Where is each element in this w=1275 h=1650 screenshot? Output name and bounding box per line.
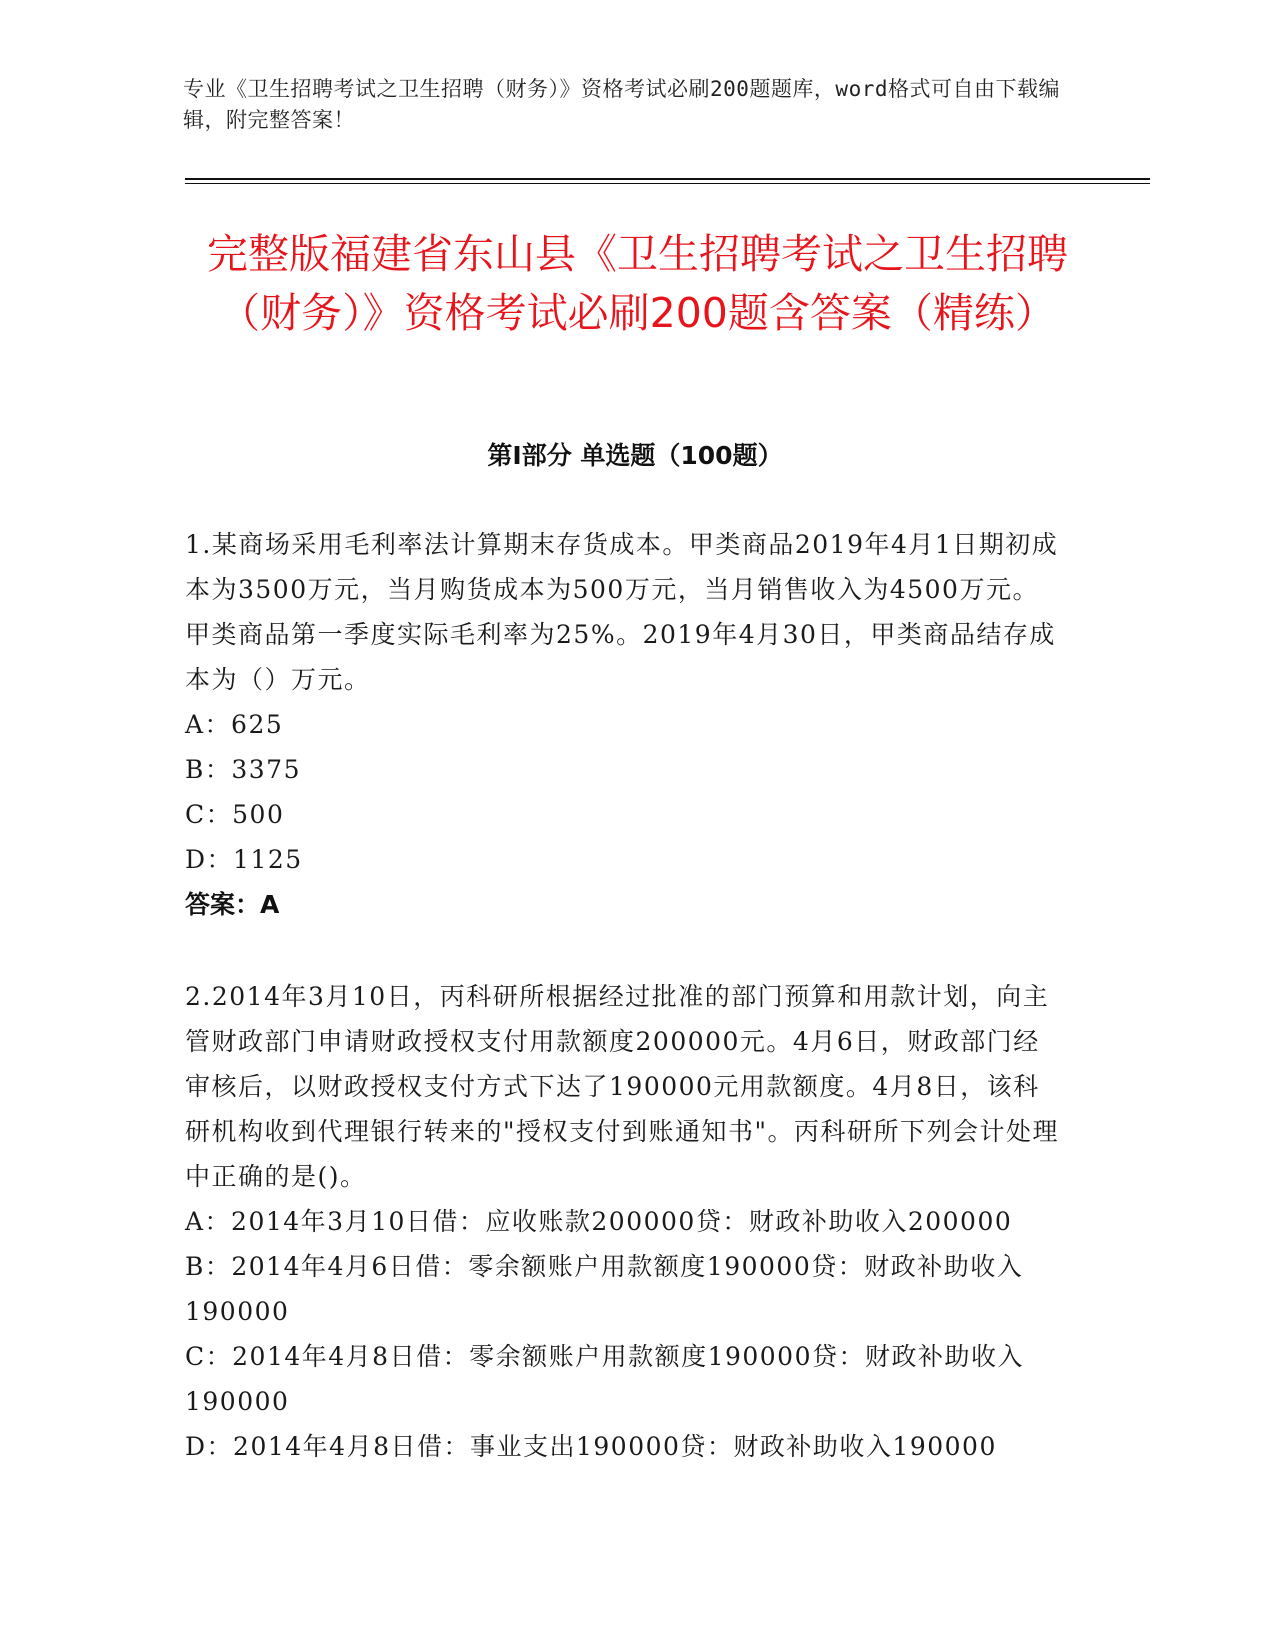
header-note: 专业《卫生招聘考试之卫生招聘（财务）》资格考试必刷200题题库，word格式可自由下载编辑，附完整答案！ bbox=[183, 77, 1060, 132]
option-b: B：2014年4月6日借：零余额账户用款额度190000贷：财政补助收入190000 bbox=[185, 1252, 1024, 1326]
option-a: A：2014年3月10日借：应收账款200000贷：财政补助收入200000 bbox=[185, 1207, 1013, 1236]
header-divider-thin bbox=[185, 183, 1150, 184]
question-2 bbox=[185, 974, 1065, 1469]
question-stem: 1.某商场采用毛利率法计算期末存货成本。甲类商品2019年4月1日期初成本为3500万元，当月购货成本为500万元，当月销售收入为4500万元。甲类商品第一季度实际毛利率为25%。2019年4月30日，甲类商品结存成本为（）万元。 bbox=[185, 530, 1059, 694]
answer-line: 答案：A bbox=[185, 890, 280, 919]
section-heading: 第I部分 单选题（100题） bbox=[487, 441, 783, 470]
option-a: A：625 bbox=[185, 710, 284, 739]
header-divider-thick bbox=[185, 178, 1150, 180]
document-title: 完整版福建省东山县《卫生招聘考试之卫生招聘（财务）》资格考试必刷200题含答案（精练） bbox=[207, 230, 1068, 337]
option-c: C：500 bbox=[185, 800, 285, 829]
option-b: B：3375 bbox=[185, 755, 301, 784]
question-1 bbox=[185, 522, 1065, 927]
option-c: C：2014年4月8日借：零余额账户用款额度190000贷：财政补助收入190000 bbox=[185, 1342, 1024, 1416]
question-stem: 2.2014年3月10日，丙科研所根据经过批准的部门预算和用款计划，向主管财政部门申请财政授权支付用款额度200000元。4月6日，财政部门经审核后，以财政授权支付方式下达了190000元用款额度。4月8日，该科研机构收到代理银行转来的"授权支付到账通知书"。丙科研所下列会计处理中正确的是()。 bbox=[185, 982, 1060, 1191]
option-d: D：2014年4月8日借：事业支出190000贷：财政补助收入190000 bbox=[185, 1432, 997, 1461]
option-d: D：1125 bbox=[185, 845, 303, 874]
